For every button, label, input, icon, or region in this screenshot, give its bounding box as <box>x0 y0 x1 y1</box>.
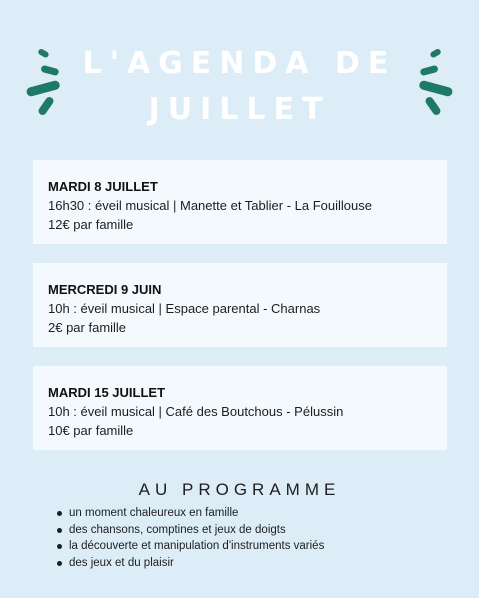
event-day: MARDI 8 JUILLET <box>48 179 158 194</box>
event-card <box>33 160 447 244</box>
event-detail: 10h : éveil musical | Café des Boutchous - Pélussin <box>48 404 344 419</box>
event-card <box>33 263 447 347</box>
event-card <box>33 366 447 450</box>
event-detail: 16h30 : éveil musical | Manette et Tablier - La Fouillouse <box>48 198 372 213</box>
page-title-line-2: JUILLET <box>148 92 331 127</box>
list-item: des jeux et du plaisir <box>56 555 324 572</box>
event-day: MARDI 15 JUILLET <box>48 385 166 400</box>
program-heading: AU PROGRAMME <box>138 480 341 499</box>
event-price: 12€ par famille <box>48 217 134 232</box>
list-item: un moment chaleureux en famille <box>56 505 324 522</box>
event-price: 2€ par famille <box>48 320 127 335</box>
list-item: des chansons, comptines et jeux de doigts <box>56 522 324 539</box>
event-day: MERCREDI 9 JUIN <box>48 282 162 297</box>
event-detail: 10h : éveil musical | Espace parental - Charnas <box>48 301 321 316</box>
list-item: la découverte et manipulation d'instruments variés <box>56 538 324 555</box>
page-title-line-1: L'AGENDA DE <box>82 46 397 81</box>
event-price: 10€ par famille <box>48 423 134 438</box>
program-list <box>56 505 324 571</box>
